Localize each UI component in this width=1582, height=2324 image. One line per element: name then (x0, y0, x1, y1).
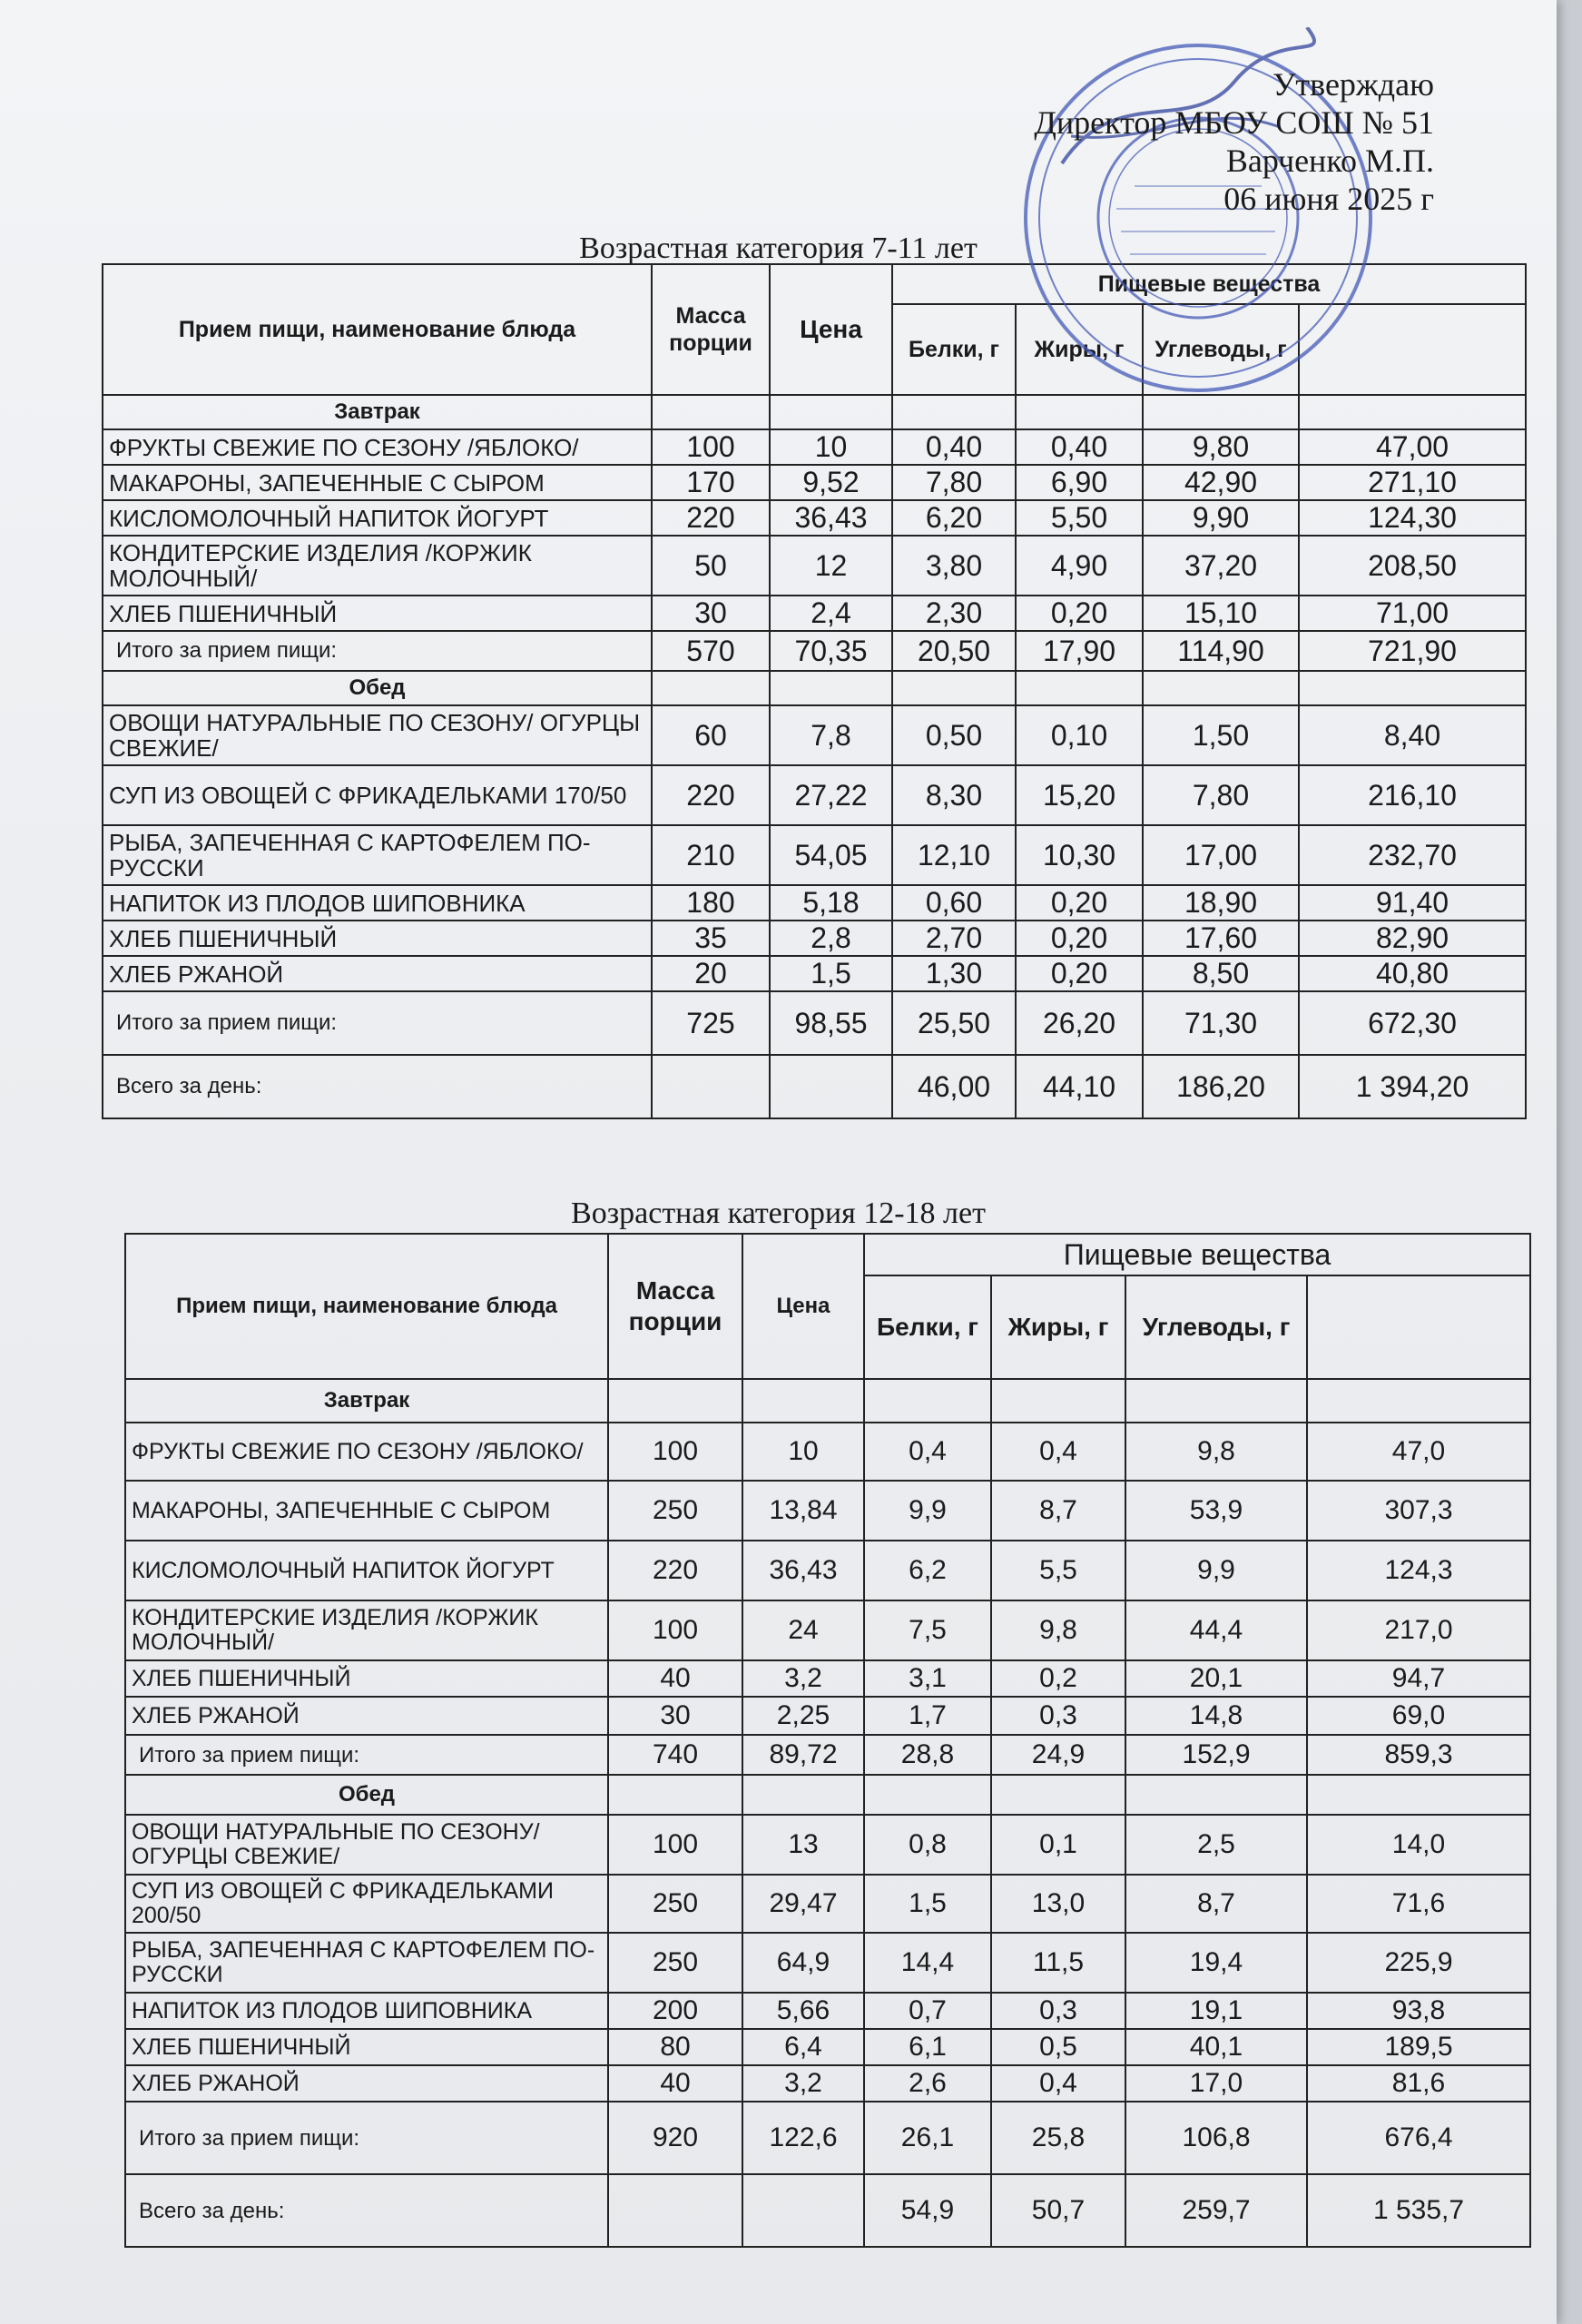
dish-energy: 69,0 (1307, 1697, 1530, 1735)
dish-carbs: 18,90 (1143, 885, 1299, 921)
dish-row (103, 921, 1526, 956)
dish-price: 3,2 (742, 2065, 864, 2102)
day-total-f: 50,7 (991, 2174, 1125, 2247)
dish-protein: 0,60 (892, 885, 1016, 921)
t2-breakfast (125, 1379, 1530, 1775)
header-price: Цена (770, 264, 892, 395)
empty-cell (1143, 671, 1299, 705)
dish-name: ОВОЩИ НАТУРАЛЬНЫЕ ПО СЕЗОНУ/ ОГУРЦЫ СВЕЖИЕ/ (103, 705, 652, 765)
t2-day (125, 2174, 1530, 2247)
dish-fat: 0,20 (1016, 956, 1143, 991)
day-total-f: 44,10 (1016, 1055, 1143, 1118)
dish-fat: 11,5 (991, 1933, 1125, 1993)
dish-fat: 0,40 (1016, 429, 1143, 465)
meal-total-p: 26,1 (864, 2102, 991, 2174)
day-total-c: 186,20 (1143, 1055, 1299, 1118)
dish-price: 13,84 (742, 1481, 864, 1541)
dish-price: 27,22 (770, 765, 892, 825)
approval-block (1034, 65, 1434, 218)
meal-total-e: 676,4 (1307, 2102, 1530, 2174)
dish-price: 10 (742, 1423, 864, 1481)
meal-total-price: 70,35 (770, 631, 892, 671)
dish-fat: 0,1 (991, 1815, 1125, 1875)
dish-row (103, 705, 1526, 765)
dish-carbs: 37,20 (1143, 536, 1299, 596)
header-fat: Жиры, г (1016, 304, 1143, 395)
meal-total-f: 24,9 (991, 1735, 1125, 1775)
dish-name: КИСЛОМОЛОЧНЫЙ НАПИТОК ЙОГУРТ (103, 500, 652, 536)
dish-row (125, 1815, 1530, 1875)
dish-carbs: 8,50 (1143, 956, 1299, 991)
dish-row (125, 1875, 1530, 1933)
empty-cell (770, 671, 892, 705)
dish-row (125, 1541, 1530, 1600)
empty-cell (652, 395, 770, 429)
table1-title: Возрастная категория 7-11 лет (579, 231, 978, 265)
header-protein: Белки, г (892, 304, 1016, 395)
meal-total-e: 721,90 (1299, 631, 1526, 671)
dish-protein: 3,1 (864, 1660, 991, 1697)
header-name: Прием пищи, наименование блюда (103, 264, 652, 395)
dish-mass: 30 (652, 596, 770, 631)
empty-cell (892, 395, 1016, 429)
dish-name: ФРУКТЫ СВЕЖИЕ ПО СЕЗОНУ /ЯБЛОКО/ (125, 1423, 608, 1481)
dish-price: 2,8 (770, 921, 892, 956)
dish-fat: 10,30 (1016, 825, 1143, 885)
dish-fat: 8,7 (991, 1481, 1125, 1541)
dish-carbs: 19,4 (1125, 1933, 1307, 1993)
dish-fat: 0,20 (1016, 596, 1143, 631)
dish-name: ХЛЕБ ПШЕНИЧНЫЙ (125, 2029, 608, 2065)
dish-energy: 216,10 (1299, 765, 1526, 825)
dish-mass: 60 (652, 705, 770, 765)
dish-carbs: 9,90 (1143, 500, 1299, 536)
dish-price: 10 (770, 429, 892, 465)
dish-mass: 170 (652, 465, 770, 500)
dish-mass: 20 (652, 956, 770, 991)
meal-section-label: Обед (103, 671, 652, 705)
dish-fat: 15,20 (1016, 765, 1143, 825)
menu-table-12-18 (124, 1233, 1531, 2248)
meal-total-label: Итого за прием пищи: (125, 1735, 608, 1775)
header-mass: Масса порции (652, 264, 770, 395)
meal-total-row (103, 631, 1526, 671)
dish-energy: 71,6 (1307, 1875, 1530, 1933)
table2-title: Возрастная категория 12-18 лет (571, 1196, 986, 1230)
dish-mass: 40 (608, 2065, 742, 2102)
meal-total-label: Итого за прием пищи: (103, 991, 652, 1055)
dish-mass: 40 (608, 1660, 742, 1697)
dish-energy: 232,70 (1299, 825, 1526, 885)
dish-protein: 0,8 (864, 1815, 991, 1875)
dish-protein: 6,20 (892, 500, 1016, 536)
dish-energy: 91,40 (1299, 885, 1526, 921)
dish-protein: 9,9 (864, 1481, 991, 1541)
dish-row (125, 2029, 1530, 2065)
t2-header-protein: Белки, г (864, 1275, 991, 1379)
meal-section-label: Завтрак (103, 395, 652, 429)
dish-mass: 80 (608, 2029, 742, 2065)
day-total-label: Всего за день: (125, 2174, 608, 2247)
dish-protein: 3,80 (892, 536, 1016, 596)
meal-total-f: 17,90 (1016, 631, 1143, 671)
dish-carbs: 17,00 (1143, 825, 1299, 885)
empty-cell (991, 1379, 1125, 1423)
dish-price: 36,43 (742, 1541, 864, 1600)
t2-header-carbs: Углеводы, г (1125, 1275, 1307, 1379)
empty-cell (1125, 1775, 1307, 1815)
dish-name: РЫБА, ЗАПЕЧЕННАЯ С КАРТОФЕЛЕМ ПО-РУССКИ (125, 1933, 608, 1993)
dish-row (103, 465, 1526, 500)
dish-row (103, 885, 1526, 921)
dish-row (103, 956, 1526, 991)
meal-total-price: 89,72 (742, 1735, 864, 1775)
dish-carbs: 20,1 (1125, 1660, 1307, 1697)
dish-row (125, 1660, 1530, 1697)
dish-row (103, 500, 1526, 536)
dish-carbs: 9,9 (1125, 1541, 1307, 1600)
dish-mass: 100 (608, 1423, 742, 1481)
dish-mass: 200 (608, 1993, 742, 2029)
empty-cell (608, 1775, 742, 1815)
dish-carbs: 9,80 (1143, 429, 1299, 465)
dish-row (125, 1423, 1530, 1481)
empty-cell (652, 1055, 770, 1118)
dish-row (125, 2065, 1530, 2102)
dish-price: 5,18 (770, 885, 892, 921)
dish-energy: 217,0 (1307, 1600, 1530, 1660)
approval-line-4: 06 июня 2025 г (1223, 181, 1434, 217)
dish-price: 7,8 (770, 705, 892, 765)
dish-carbs: 53,9 (1125, 1481, 1307, 1541)
dish-name: КИСЛОМОЛОЧНЫЙ НАПИТОК ЙОГУРТ (125, 1541, 608, 1600)
dish-fat: 0,5 (991, 2029, 1125, 2065)
approval-line-2: Директор МБОУ СОШ № 51 (1034, 104, 1434, 141)
empty-cell (742, 1379, 864, 1423)
dish-name: ХЛЕБ РЖАНОЙ (125, 1697, 608, 1735)
dish-price: 36,43 (770, 500, 892, 536)
meal-total-row (103, 991, 1526, 1055)
dish-protein: 6,1 (864, 2029, 991, 2065)
dish-energy: 271,10 (1299, 465, 1526, 500)
empty-cell (1125, 1379, 1307, 1423)
dish-name: РЫБА, ЗАПЕЧЕННАЯ С КАРТОФЕЛЕМ ПО-РУССКИ (103, 825, 652, 885)
dish-energy: 124,3 (1307, 1541, 1530, 1600)
empty-cell (864, 1379, 991, 1423)
meal-total-c: 152,9 (1125, 1735, 1307, 1775)
dish-energy: 225,9 (1307, 1933, 1530, 1993)
dish-energy: 71,00 (1299, 596, 1526, 631)
dish-fat: 5,50 (1016, 500, 1143, 536)
meal-total-row (125, 2102, 1530, 2174)
dish-carbs: 14,8 (1125, 1697, 1307, 1735)
t1-day (103, 1055, 1526, 1118)
dish-energy: 40,80 (1299, 956, 1526, 991)
t2-header-name: Прием пищи, наименование блюда (125, 1234, 608, 1379)
dish-protein: 0,40 (892, 429, 1016, 465)
dish-energy: 94,7 (1307, 1660, 1530, 1697)
dish-protein: 0,7 (864, 1993, 991, 2029)
dish-carbs: 1,50 (1143, 705, 1299, 765)
empty-cell (1307, 1379, 1530, 1423)
dish-carbs: 44,4 (1125, 1600, 1307, 1660)
dish-name: ХЛЕБ ПШЕНИЧНЫЙ (125, 1660, 608, 1697)
dish-name: СУП ИЗ ОВОЩЕЙ С ФРИКАДЕЛЬКАМИ 170/50 (103, 765, 652, 825)
dish-row (103, 596, 1526, 631)
dish-price: 1,5 (770, 956, 892, 991)
dish-name: ХЛЕБ РЖАНОЙ (125, 2065, 608, 2102)
dish-protein: 14,4 (864, 1933, 991, 1993)
day-total-c: 259,7 (1125, 2174, 1307, 2247)
dish-name: НАПИТОК ИЗ ПЛОДОВ ШИПОВНИКА (103, 885, 652, 921)
dish-name: КОНДИТЕРСКИЕ ИЗДЕЛИЯ /КОРЖИК МОЛОЧНЫЙ/ (125, 1600, 608, 1660)
meal-total-mass: 740 (608, 1735, 742, 1775)
dish-mass: 35 (652, 921, 770, 956)
dish-mass: 180 (652, 885, 770, 921)
dish-carbs: 17,60 (1143, 921, 1299, 956)
dish-protein: 12,10 (892, 825, 1016, 885)
dish-fat: 0,3 (991, 1993, 1125, 2029)
empty-cell (770, 395, 892, 429)
dish-energy: 47,00 (1299, 429, 1526, 465)
meal-total-mass: 570 (652, 631, 770, 671)
empty-cell (770, 1055, 892, 1118)
dish-mass: 220 (608, 1541, 742, 1600)
dish-price: 2,25 (742, 1697, 864, 1735)
dish-energy: 81,6 (1307, 2065, 1530, 2102)
dish-protein: 0,4 (864, 1423, 991, 1481)
dish-price: 64,9 (742, 1933, 864, 1993)
t2-header-nutrients: Пищевые вещества (864, 1234, 1530, 1275)
meal-total-e: 859,3 (1307, 1735, 1530, 1775)
dish-protein: 6,2 (864, 1541, 991, 1600)
empty-cell (742, 1775, 864, 1815)
dish-row (125, 1697, 1530, 1735)
dish-energy: 82,90 (1299, 921, 1526, 956)
meal-total-mass: 920 (608, 2102, 742, 2174)
dish-fat: 13,0 (991, 1875, 1125, 1933)
dish-fat: 0,2 (991, 1660, 1125, 1697)
t2-header-fat: Жиры, г (991, 1275, 1125, 1379)
meal-total-f: 25,8 (991, 2102, 1125, 2174)
dish-price: 12 (770, 536, 892, 596)
empty-cell (892, 671, 1016, 705)
day-total-e: 1 535,7 (1307, 2174, 1530, 2247)
empty-cell (742, 2174, 864, 2247)
dish-row (125, 1993, 1530, 2029)
empty-cell (608, 1379, 742, 1423)
meal-total-c: 106,8 (1125, 2102, 1307, 2174)
t1-breakfast (103, 395, 1526, 671)
meal-section-label: Обед (125, 1775, 608, 1815)
day-total-row (103, 1055, 1526, 1118)
empty-cell (1307, 1775, 1530, 1815)
header-carbs: Углеводы, г (1143, 304, 1299, 395)
dish-name: ХЛЕБ ПШЕНИЧНЫЙ (103, 921, 652, 956)
meal-total-price: 122,6 (742, 2102, 864, 2174)
t2-header-mass: Масса порции (608, 1234, 742, 1379)
dish-mass: 220 (652, 500, 770, 536)
meal-section-row (125, 1379, 1530, 1423)
dish-carbs: 17,0 (1125, 2065, 1307, 2102)
meal-total-c: 114,90 (1143, 631, 1299, 671)
dish-price: 9,52 (770, 465, 892, 500)
dish-energy: 307,3 (1307, 1481, 1530, 1541)
dish-row (125, 1600, 1530, 1660)
dish-price: 54,05 (770, 825, 892, 885)
meal-total-e: 672,30 (1299, 991, 1526, 1055)
dish-name: ХЛЕБ ПШЕНИЧНЫЙ (103, 596, 652, 631)
dish-name: КОНДИТЕРСКИЕ ИЗДЕЛИЯ /КОРЖИК МОЛОЧНЫЙ/ (103, 536, 652, 596)
dish-energy: 189,5 (1307, 2029, 1530, 2065)
meal-total-p: 20,50 (892, 631, 1016, 671)
dish-protein: 8,30 (892, 765, 1016, 825)
dish-energy: 14,0 (1307, 1815, 1530, 1875)
empty-cell (991, 1775, 1125, 1815)
meal-total-price: 98,55 (770, 991, 892, 1055)
dish-fat: 0,3 (991, 1697, 1125, 1735)
meal-total-p: 25,50 (892, 991, 1016, 1055)
dish-name: ФРУКТЫ СВЕЖИЕ ПО СЕЗОНУ /ЯБЛОКО/ (103, 429, 652, 465)
dish-name: СУП ИЗ ОВОЩЕЙ С ФРИКАДЕЛЬКАМИ 200/50 (125, 1875, 608, 1933)
dish-row (103, 765, 1526, 825)
dish-protein: 0,50 (892, 705, 1016, 765)
dish-protein: 2,6 (864, 2065, 991, 2102)
dish-protein: 1,5 (864, 1875, 991, 1933)
meal-section-label: Завтрак (125, 1379, 608, 1423)
empty-cell (608, 2174, 742, 2247)
meal-section-row (103, 671, 1526, 705)
dish-protein: 7,5 (864, 1600, 991, 1660)
dish-price: 29,47 (742, 1875, 864, 1933)
dish-fat: 5,5 (991, 1541, 1125, 1600)
day-total-label: Всего за день: (103, 1055, 652, 1118)
dish-row (103, 825, 1526, 885)
dish-mass: 100 (652, 429, 770, 465)
day-total-e: 1 394,20 (1299, 1055, 1526, 1118)
dish-energy: 93,8 (1307, 1993, 1530, 2029)
dish-mass: 100 (608, 1815, 742, 1875)
dish-mass: 30 (608, 1697, 742, 1735)
dish-mass: 220 (652, 765, 770, 825)
dish-energy: 124,30 (1299, 500, 1526, 536)
dish-carbs: 15,10 (1143, 596, 1299, 631)
header-nutrients: Пищевые вещества (892, 264, 1526, 304)
dish-name: МАКАРОНЫ, ЗАПЕЧЕННЫЕ С СЫРОМ (125, 1481, 608, 1541)
dish-protein: 7,80 (892, 465, 1016, 500)
day-total-p: 46,00 (892, 1055, 1016, 1118)
dish-mass: 100 (608, 1600, 742, 1660)
dish-mass: 250 (608, 1481, 742, 1541)
dish-fat: 6,90 (1016, 465, 1143, 500)
dish-energy: 208,50 (1299, 536, 1526, 596)
dish-mass: 50 (652, 536, 770, 596)
meal-total-p: 28,8 (864, 1735, 991, 1775)
dish-fat: 0,20 (1016, 885, 1143, 921)
t2-header-price: Цена (742, 1234, 864, 1379)
dish-price: 3,2 (742, 1660, 864, 1697)
dish-carbs: 8,7 (1125, 1875, 1307, 1933)
dish-price: 6,4 (742, 2029, 864, 2065)
empty-cell (1016, 671, 1143, 705)
dish-row (125, 1933, 1530, 1993)
dish-row (125, 1481, 1530, 1541)
dish-name: НАПИТОК ИЗ ПЛОДОВ ШИПОВНИКА (125, 1993, 608, 2029)
empty-cell (1299, 671, 1526, 705)
empty-cell (864, 1775, 991, 1815)
dish-carbs: 2,5 (1125, 1815, 1307, 1875)
dish-carbs: 7,80 (1143, 765, 1299, 825)
approval-line-3: Варченко М.П. (1225, 143, 1434, 179)
dish-protein: 2,30 (892, 596, 1016, 631)
dish-carbs: 42,90 (1143, 465, 1299, 500)
dish-price: 24 (742, 1600, 864, 1660)
dish-fat: 4,90 (1016, 536, 1143, 596)
dish-mass: 250 (608, 1933, 742, 1993)
dish-name: ХЛЕБ РЖАНОЙ (103, 956, 652, 991)
empty-cell (652, 671, 770, 705)
dish-protein: 1,7 (864, 1697, 991, 1735)
dish-carbs: 40,1 (1125, 2029, 1307, 2065)
dish-fat: 9,8 (991, 1600, 1125, 1660)
meal-section-row (125, 1775, 1530, 1815)
meal-total-c: 71,30 (1143, 991, 1299, 1055)
dish-energy: 8,40 (1299, 705, 1526, 765)
meal-total-f: 26,20 (1016, 991, 1143, 1055)
day-total-row (125, 2174, 1530, 2247)
dish-fat: 0,20 (1016, 921, 1143, 956)
dish-carbs: 9,8 (1125, 1423, 1307, 1481)
dish-mass: 250 (608, 1875, 742, 1933)
approval-line-1: Утверждаю (1272, 66, 1434, 103)
dish-price: 5,66 (742, 1993, 864, 2029)
dish-fat: 0,4 (991, 1423, 1125, 1481)
dish-carbs: 19,1 (1125, 1993, 1307, 2029)
meal-total-row (125, 1735, 1530, 1775)
dish-fat: 0,4 (991, 2065, 1125, 2102)
dish-price: 2,4 (770, 596, 892, 631)
meal-total-mass: 725 (652, 991, 770, 1055)
dish-name: ОВОЩИ НАТУРАЛЬНЫЕ ПО СЕЗОНУ/ ОГУРЦЫ СВЕЖИЕ/ (125, 1815, 608, 1875)
dish-protein: 1,30 (892, 956, 1016, 991)
day-total-p: 54,9 (864, 2174, 991, 2247)
meal-total-label: Итого за прием пищи: (103, 631, 652, 671)
dish-fat: 0,10 (1016, 705, 1143, 765)
dish-price: 13 (742, 1815, 864, 1875)
dish-row (103, 429, 1526, 465)
dish-row (103, 536, 1526, 596)
dish-energy: 47,0 (1307, 1423, 1530, 1481)
meal-total-label: Итого за прием пищи: (125, 2102, 608, 2174)
dish-mass: 210 (652, 825, 770, 885)
dish-name: МАКАРОНЫ, ЗАПЕЧЕННЫЕ С СЫРОМ (103, 465, 652, 500)
t1-lunch (103, 671, 1526, 1055)
t2-lunch (125, 1775, 1530, 2174)
dish-protein: 2,70 (892, 921, 1016, 956)
